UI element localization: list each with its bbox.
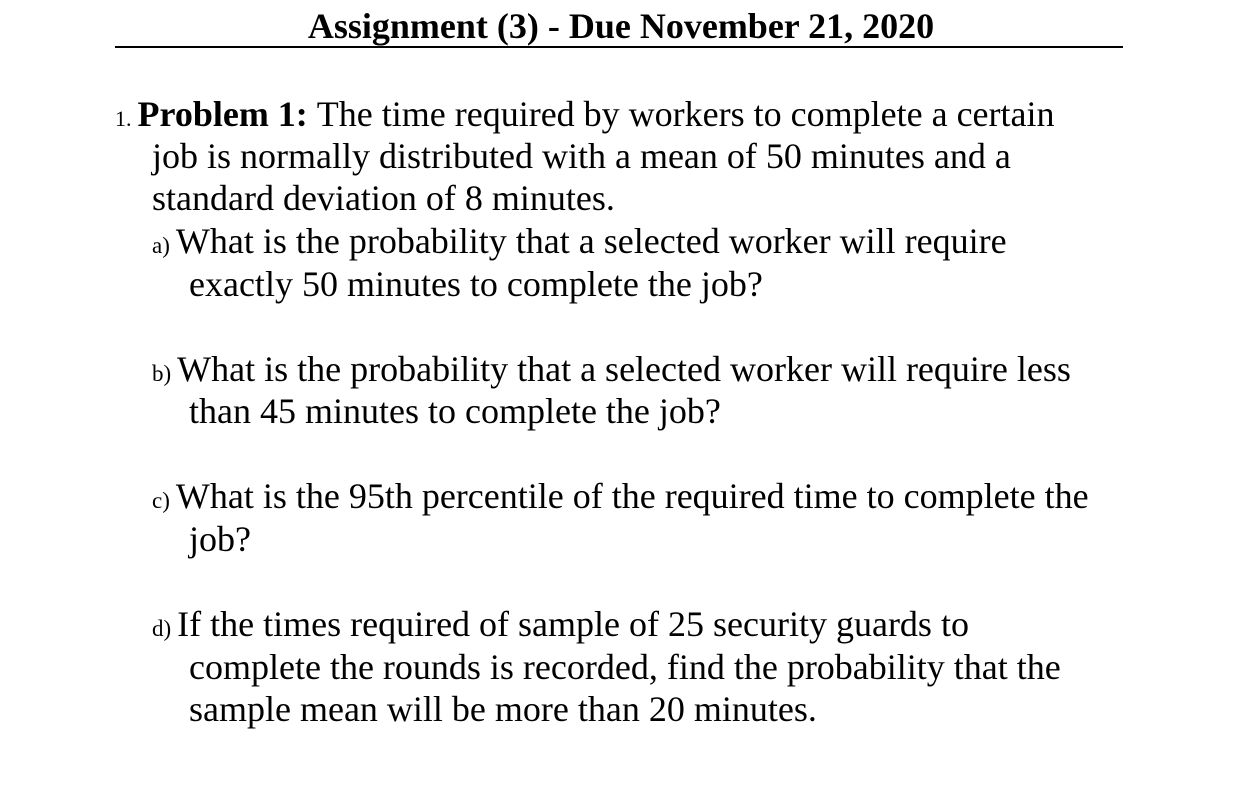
list-number: 1.: [115, 106, 132, 131]
part-text-line: complete the rounds is recorded, find the probability that the: [189, 647, 1061, 687]
part-marker: b): [152, 361, 172, 386]
part-text-line: exactly 50 minutes to complete the job?: [189, 264, 763, 304]
title-underline: [115, 46, 1123, 48]
part-marker: a): [152, 233, 170, 258]
problem-heading: Problem 1:: [137, 94, 308, 134]
problem-1-first-line: [115, 93, 1055, 140]
part-text-line: If the times required of sample of 25 security guards to: [177, 604, 969, 644]
part-text-line: What is the probability that a selected worker will require: [175, 221, 1007, 261]
part-text-line: What is the probability that a selected worker will require less: [177, 349, 1071, 389]
problem-intro-line: job is normally distributed with a mean of 50 minutes and a: [152, 136, 1011, 176]
part-text-line: What is the 95th percentile of the required time to complete the: [175, 476, 1089, 516]
part-text-line: than 45 minutes to complete the job?: [189, 391, 721, 431]
problem-intro-line: The time required by workers to complete a certain: [316, 94, 1055, 134]
part-marker: c): [152, 488, 170, 513]
part-text-line: sample mean will be more than 20 minutes.: [189, 689, 817, 729]
part-text-line: job?: [189, 519, 251, 559]
part-marker: d): [152, 616, 172, 641]
page-title: Assignment (3) - Due November 21, 2020: [307, 6, 935, 46]
problem-intro-line: standard deviation of 8 minutes.: [152, 178, 615, 218]
